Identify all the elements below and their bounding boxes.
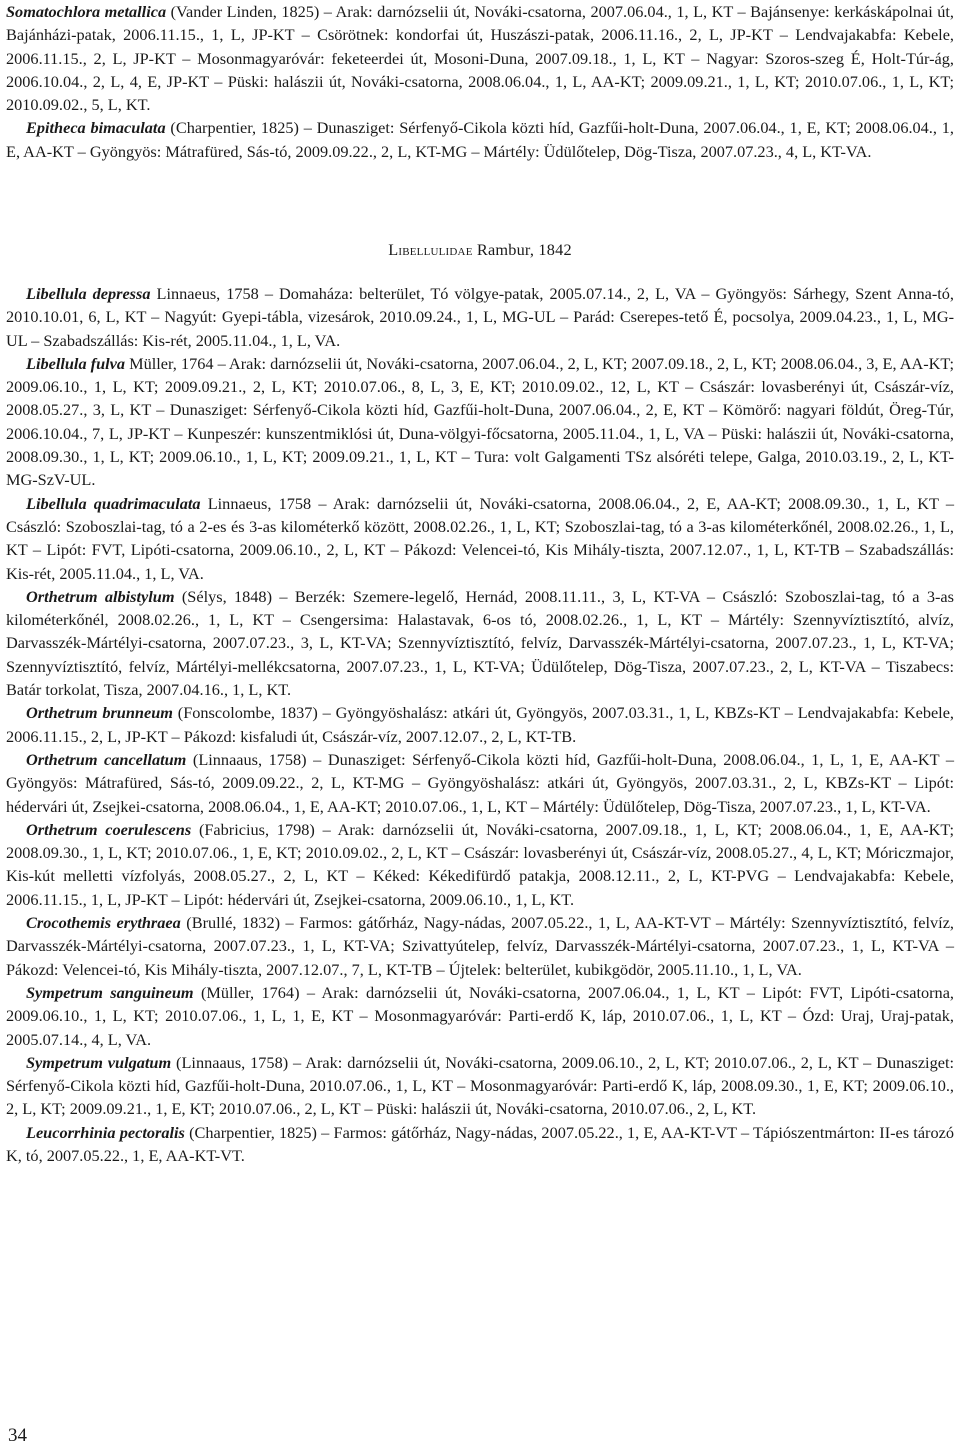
species-records: (Brullé, 1832) – Farmos: gátőrház, Nagy-nádas, 2007.05.22., 1, L, AA-KT-VT – Mártély: Szennyvíztisztító, felvíz, Darvasszék-Mártélyi-csatorna, 2007.07.23., 1, L, KT-VA; Szivattyútelep, felvíz, Darvasszék-Mártélyi-csatorna, 2007.07.23., 1, L, KT-VA – Pákozd: Velencei-tó, Kis Mihály-tiszta, 2007.12.07., 7, L, KT-TB – Újtelek: belterület, kubikgödör, 2005.11.10., 1, L, VA.	[6, 913, 955, 979]
species-records: Linnaeus, 1758 – Arak: darnózselii út, Nováki-csatorna, 2008.06.04., 2, E, AA-KT; 2008.09.30., 1, L, KT – Császló: Szoboszlai-tag, tó a 2-es és 3-as kilométerkő között, 2008.02.26., 1, L, KT; Szoboszlai-tag, tó a 3-as kilométerkőnél, 2008.02.26., 1, L, KT – Lipót: FVT, Lipóti-csatorna, 2009.06.10., 2, L, KT – Pákozd: Velencei-tó, Kis Mihály-tiszta, 2007.12.07., 1, L, KT-TB – Szabadszállás: Kis-rét, 2005.11.04., 1, L, VA.	[6, 493, 954, 583]
species-records: Müller, 1764 – Arak: darnózselii út, Nováki-csatorna, 2007.06.04., 2, L, KT; 2007.09.18., 2, L, KT; 2008.06.04., 3, E, AA-KT; 2009.06.10., 1, L, KT; 2009.09.21., 2, L, KT; 2010.07.06., 8, L, 3, E, KT; 2010.09.02., 12, L, KT – Császár: lovasberényi út, Császár-víz, 2008.05.27., 3, L, KT – Dunasziget: Sérfenyő-Cikola közti híd, Gazfűi-holt-Duna, 2007.06.04., 2, E, KT – Kömörő: nagyari földút, Öreg-Túr, 2006.10.04., 7, L, JP-KT – Kunpeszér: kunszentmiklósi út, Duna-völgyi-főcsatorna, 2005.11.04., 1, L, VA – Püski: halászii út, Nováki-csatorna, 2008.09.30., 1, L, KT; 2009.06.10., 1, L, KT; 2009.09.21., 1, L, KT – Tura: volt Galgamenti TSz alsóréti telepe, Galga, 2010.03.19., 2, L, KT-MG-SzV-UL.	[6, 353, 955, 490]
species-name: Libellula quadrimaculata	[26, 493, 201, 513]
species-name: Libellula fulva	[26, 353, 126, 373]
species-entry	[6, 701, 954, 748]
species-entry	[6, 116, 954, 163]
species-name: Orthetrum albistylum	[26, 586, 175, 606]
species-entry	[6, 1051, 954, 1121]
species-name: Leucorrhinia pectoralis	[26, 1122, 185, 1142]
species-records: (Charpentier, 1825) – Farmos: gátőrház, Nagy-nádas, 2007.05.22., 1, E, AA-KT-VT – Tápiószentmárton: II-es tározó K, tó, 2007.05.22., 1, E, AA-KT-VT.	[6, 1122, 954, 1165]
species-name: Orthetrum cancellatum	[26, 749, 187, 769]
species-name: Crocothemis erythraea	[26, 913, 181, 933]
species-records: (Müller, 1764) – Arak: darnózselii út, Nováki-csatorna, 2007.06.04., 1, L, KT – Lipót: FVT, Lipóti-csatorna, 2009.06.10., 1, L, KT; 2010.07.06., 1, L, 1, E, KT – Mosonmagyaróvár: Parti-erdő K, láp, 2010.07.06., 1, L, KT – Ózd: Uraj, Uraj-patak, 2005.07.14., 4, L, VA.	[6, 982, 954, 1049]
species-entry	[6, 492, 954, 585]
species-records: Linnaeus, 1758 – Domaháza: belterület, Tó völgye-patak, 2005.07.14., 2, L, VA – Gyöngyös: Sárhegy, Szent Anna-tó, 2010.10.01, 6, L, KT – Nagyút: Gyepi-tábla, vizesárok, 2010.09.24., 1, L, MG-UL – Parád: Cserepes-tető É, pocsolya, 2009.04.23., 1, L, MG-UL – Szabadszállás: Kis-rét, 2005.11.04., 1, L, VA.	[6, 284, 955, 350]
species-entry	[6, 1121, 954, 1168]
species-records: (Fabricius, 1798) – Arak: darnózselii út, Nováki-csatorna, 2007.09.18., 1, L, KT; 2008.06.04., 1, E, AA-KT; 2008.09.30., 1, L, KT; 2010.07.06., 1, E, KT; 2010.09.02., 2, L, KT – Császár: lovasberényi út, Császár-víz, 2008.05.27., 4, L, KT; Móriczmajor, Kis-kút melletti vízfolyás, 2008.05.27., 2, L, KT – Kéked: Kékedifürdő patakja, 2008.12.11., 2, L, KT-PVG – Lendvajakabfa: Kebele, 2006.11.15., 1, L, JP-KT – Lipót: hédervári út, Zsejkei-csatorna, 2009.06.10., 1, L, KT.	[6, 819, 954, 909]
species-records: (Charpentier, 1825) – Dunasziget: Sérfenyő-Cikola közti híd, Gazfűi-holt-Duna, 2007.06.04., 1, E, KT; 2008.06.04., 1, E, AA-KT – Gyöngyös: Mátrafüred, Sás-tó, 2009.09.22., 2, L, KT-MG – Mártély: Üdülőtelep, Dög-Tisza, 2007.07.23., 4, L, KT-VA.	[6, 118, 954, 161]
page-number: 34	[8, 1425, 27, 1446]
species-records: (Sélys, 1848) – Berzék: Szemere-legelő, Hernád, 2008.11.11., 3, L, KT-VA – Császló: Szoboszlai-tag, tó a 3-as kilométerkőnél, 2008.02.26., 1, L, KT – Csengersima: Halastavak, 6-os tó, 2008.02.26., 1, L, KT – Mártély: Szennyvíztisztító, alvíz, Darvasszék-Mártélyi-csatorna, 2007.07.23., 3, L, KT-VA; Szennyvíztisztító, felvíz, Darvasszék-Mártélyi-csatorna, 2007.07.23., 1, L, KT-VA; Szennyvíztisztító, felvíz, Mártélyi-mellékcsatorna, 2007.07.23., 1, L, KT-VA; Üdülőtelep, Dög-Tisza, 2007.07.23., 2, L, KT-VA – Tiszabecs: Batár torkolat, Tisza, 2007.04.16., 1, L, KT.	[6, 586, 954, 700]
family-author: Rambur, 1842	[472, 240, 572, 259]
species-records: (Linnaaus, 1758) – Dunasziget: Sérfenyő-Cikola közti híd, Gazfűi-holt-Duna, 2008.06.04., 1, L, 1, E, AA-KT – Gyöngyös: Mátrafüred, Sás-tó, 2009.09.22., 2, L, KT-MG – Gyöngyöshalász: atkári út, Gyöngyös, 2007.03.31., 2, L, KBZs-KT – Lipót: hédervári út, Zsejkei-csatorna, 2008.06.04., 1, E, AA-KT; 2010.07.06., 1, L, KT – Mártély: Üdülőtelep, Dög-Tisza, 2007.07.23., 1, L, KT-VA.	[6, 749, 955, 816]
species-name: Libellula depressa	[26, 284, 151, 303]
species-records: (Linnaaus, 1758) – Arak: darnózselii út, Nováki-csatorna, 2009.06.10., 2, L, KT; 2010.07.06., 2, L, KT – Dunasziget: Sérfenyő-Cikola közti híd, Gazfűi-holt-Duna, 2010.07.06., 1, L, KT – Mosonmagyaróvár: Parti-erdő K, láp, 2008.09.30., 1, E, KT; 2009.06.10., 2, L, KT; 2009.09.21., 1, E, KT; 2010.07.06., 2, L, KT – Püski: halászii út, Nováki-csatorna, 2010.07.06., 2, L, KT.	[6, 1052, 954, 1119]
species-name: Sympetrum vulgatum	[26, 1052, 172, 1072]
species-entry	[6, 911, 954, 981]
species-name: Somatochlora metallica	[6, 2, 167, 21]
top-entries	[6, 0, 954, 163]
family-heading	[0, 238, 960, 261]
species-entry	[6, 585, 954, 701]
family-name: Libellulidae	[388, 240, 473, 259]
species-entry	[6, 981, 954, 1051]
species-name: Epitheca bimaculata	[26, 118, 166, 138]
species-records: (Fonscolombe, 1837) – Gyöngyöshalász: atkári út, Gyöngyös, 2007.03.31., 1, L, KBZs-KT – Lendvajakabfa: Kebele, 2006.11.15., 2, L, JP-KT – Pákozd: kisfaludi út, Császár-víz, 2007.12.07., 2, L, KT-TB.	[6, 703, 955, 746]
species-entry	[6, 282, 954, 352]
species-name: Sympetrum sanguineum	[26, 982, 194, 1002]
species-name: Orthetrum brunneum	[26, 703, 173, 723]
species-records: (Vander Linden, 1825) – Arak: darnózselii út, Nováki-csatorna, 2007.06.04., 1, L, KT – Bajánsenye: kerkáskápolnai út, Bajánházi-patak, 2006.11.15., 1, L, JP-KT – Csörötnek: kondorfai út, Huszászi-patak, 2006.11.16., 2, L, JP-KT – Lendvajakabfa: Kebele, 2006.11.15., 2, L, JP-KT – Mosonmagyaróvár: feketeerdei út, Mosoni-Duna, 2007.09.18., 1, L, KT – Nagyar: Szoros-szeg É, Holt-Túr-ág, 2006.10.04., 2, L, 4, E, JP-KT – Püski: halászii út, Nováki-csatorna, 2008.06.04., 1, L, AA-KT; 2009.09.21., 1, L, KT; 2010.07.06., 1, L, KT; 2010.09.02., 5, L, KT.	[6, 2, 954, 115]
species-name: Orthetrum coerulescens	[26, 819, 192, 839]
species-entry	[6, 818, 954, 911]
species-entry	[6, 352, 954, 492]
species-entry	[6, 748, 954, 818]
species-entry	[6, 0, 954, 116]
main-entries	[6, 282, 954, 1167]
